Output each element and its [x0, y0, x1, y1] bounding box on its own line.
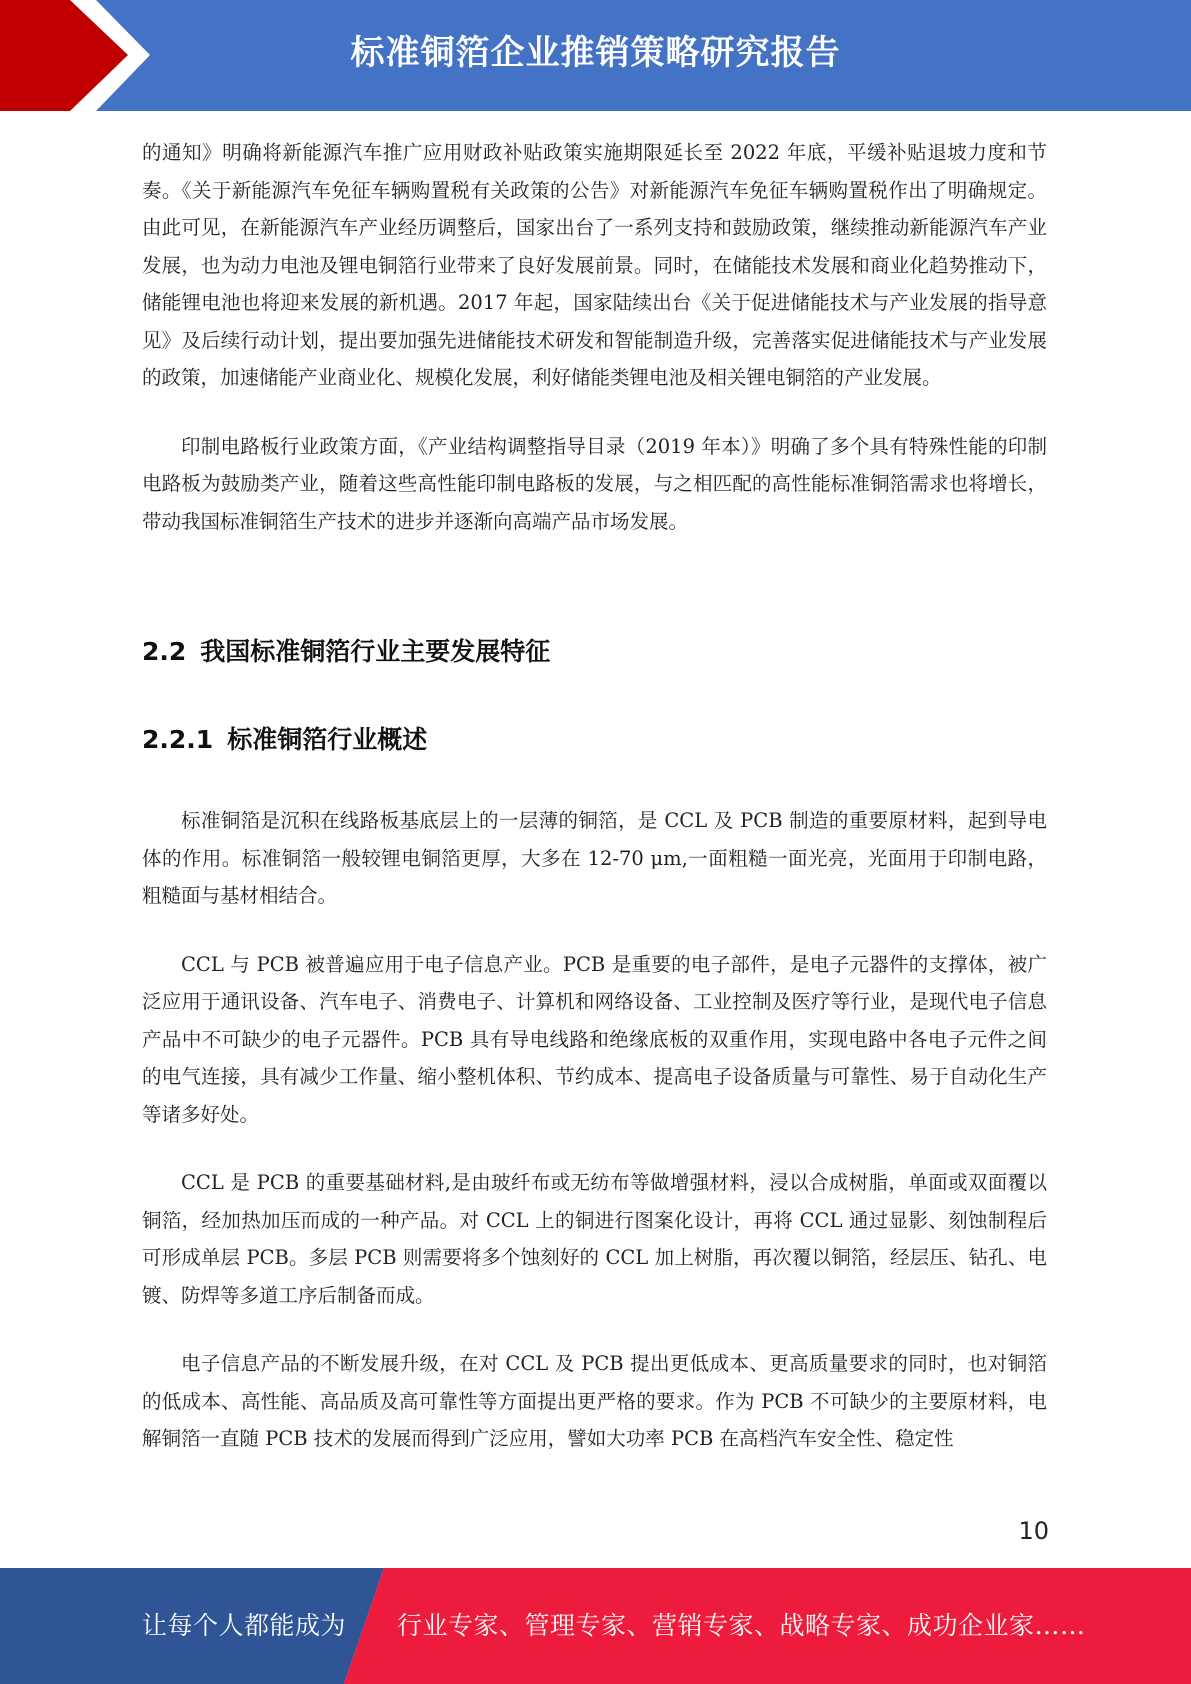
body-paragraph: 标准铜箔是沉积在线路板基底层上的一层薄的铜箔，是 CCL 及 PCB 制造的重要原材料，起到导电体的作用。标准铜箔一般较锂电铜箔更厚，大多在 12-70 μm,一面粗糙一面光亮，光面用于印制电路，粗糙面与基材相结合。 — [142, 809, 1047, 907]
body-paragraph: CCL 与 PCB 被普遍应用于电子信息产业。PCB 是重要的电子部件，是电子元器件的支撑体，被广泛应用于通讯设备、汽车电子、消费电子、计算机和网络设备、工业控制及医疗等行业，是现代电子信息产品中不可缺少的电子元器件。PCB 具有导电线路和绝缘底板的双重作用，实现电路中各电子元件之间的电气连接，具有减少工作量、缩小整机体积、节约成本、提高电子设备质量与可靠性、易于自动化生产等诸多好处。 — [142, 952, 1047, 1126]
section-heading — [142, 632, 1047, 672]
page-header — [0, 0, 1191, 111]
subsection-heading — [142, 720, 1047, 760]
subsection-title: 标准铜箔行业概述 — [227, 725, 428, 754]
body-paragraph: CCL 是 PCB 的重要基础材料,是由玻纤布或无纺布等做增强材料，浸以合成树脂，单面或双面覆以铜箔，经加热加压而成的一种产品。对 CCL 上的铜进行图案化设计，再将 CCL 通过显影、刻蚀制程后可形成单层 PCB。多层 PCB 则需要将多个蚀刻好的 CCL 加上树脂，再次覆以铜箔，经层压、钻孔、电镀、防焊等多道工序后制备而成。 — [142, 1171, 1047, 1307]
subsection-number: 2.2.1 — [142, 725, 214, 754]
footer-slogan-left: 让每个人都能成为 — [142, 1611, 347, 1640]
page-number: 10 — [1018, 1517, 1049, 1545]
page-footer — [0, 1568, 1191, 1684]
report-title: 标准铜箔企业推销策略研究报告 — [350, 33, 841, 73]
footer-slogan-right: 行业专家、管理专家、营销专家、战略专家、成功企业家…… — [397, 1611, 1086, 1640]
page-content — [142, 134, 1047, 1458]
body-paragraph: 印制电路板行业政策方面，《产业结构调整指导目录（2019 年本）》明确了多个具有特殊性能的印制电路板为鼓励类产业，随着这些高性能印制电路板的发展，与之相匹配的高性能标准铜箔需求也将增长，带动我国标准铜箔生产技术的进步并逐渐向高端产品市场发展。 — [142, 434, 1047, 533]
section-number: 2.2 — [142, 637, 187, 666]
section-title: 我国标准铜箔行业主要发展特征 — [200, 637, 551, 666]
body-paragraph: 的通知》明确将新能源汽车推广应用财政补贴政策实施期限延长至 2022 年底，平缓补贴退坡力度和节奏。《关于新能源汽车免征车辆购置税有关政策的公告》对新能源汽车免征车辆购置税作出了明确规定。由此可见，在新能源汽车产业经历调整后，国家出台了一系列支持和鼓励政策，继续推动新能源汽车产业发展，也为动力电池及锂电铜箔行业带来了良好发展前景。同时，在储能技术发展和商业化趋势推动下，储能锂电池也将迎来发展的新机遇。2017 年起，国家陆续出台《关于促进储能技术与产业发展的指导意见》及后续行动计划，提出要加强先进储能技术研发和智能制造升级，完善落实促进储能技术与产业发展的政策，加速储能产业商业化、规模化发展，利好储能类锂电池及相关锂电铜箔的产业发展。 — [142, 141, 1047, 389]
body-paragraph: 电子信息产品的不断发展升级，在对 CCL 及 PCB 提出更低成本、更高质量要求的同时，也对铜箔的低成本、高性能、高品质及高可靠性等方面提出更严格的要求。作为 PCB 不可缺少的主要原材料，电解铜箔一直随 PCB 技术的发展而得到广泛应用，譬如大功率 PCB 在高档汽车安全性、稳定性 — [142, 1352, 1047, 1450]
